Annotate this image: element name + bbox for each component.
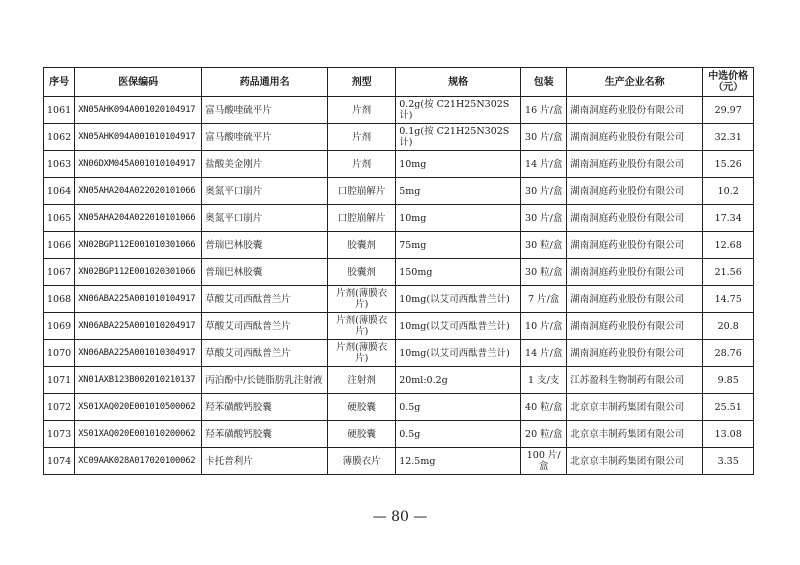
header-form: 剂型 xyxy=(328,68,396,97)
cell-seq: 1067 xyxy=(44,259,75,286)
cell-maker: 湖南洞庭药业股份有限公司 xyxy=(567,340,703,367)
cell-name: 草酸艾司西酞普兰片 xyxy=(202,286,328,313)
cell-maker: 北京京丰制药集团有限公司 xyxy=(567,448,703,475)
cell-pack: 30 片/盒 xyxy=(521,205,567,232)
cell-spec: 20ml:0.2g xyxy=(396,367,521,394)
cell-price: 29.97 xyxy=(703,97,754,124)
cell-pack: 14 片/盒 xyxy=(521,151,567,178)
cell-spec: 75mg xyxy=(396,232,521,259)
cell-spec: 10mg xyxy=(396,205,521,232)
cell-pack: 30 片/盒 xyxy=(521,178,567,205)
header-spec: 规格 xyxy=(396,68,521,97)
cell-name: 普瑞巴林胶囊 xyxy=(202,232,328,259)
cell-name: 羟苯磺酸钙胶囊 xyxy=(202,421,328,448)
header-maker: 生产企业名称 xyxy=(567,68,703,97)
cell-code: XN05AHK094A001020104917 xyxy=(75,97,202,124)
cell-pack: 1 支/支 xyxy=(521,367,567,394)
cell-pack: 16 片/盒 xyxy=(521,97,567,124)
cell-code: XS01XAQ020E001010500062 xyxy=(75,394,202,421)
header-code: 医保编码 xyxy=(75,68,202,97)
cell-spec: 10mg xyxy=(396,151,521,178)
cell-price: 25.51 xyxy=(703,394,754,421)
cell-form: 口腔崩解片 xyxy=(328,205,396,232)
cell-name: 富马酸喹硫平片 xyxy=(202,124,328,151)
cell-maker: 湖南洞庭药业股份有限公司 xyxy=(567,259,703,286)
cell-seq: 1066 xyxy=(44,232,75,259)
cell-form: 片剂(薄膜衣片) xyxy=(328,313,396,340)
cell-form: 片剂 xyxy=(328,124,396,151)
cell-maker: 北京京丰制药集团有限公司 xyxy=(567,421,703,448)
drug-price-table xyxy=(43,67,754,475)
cell-code: XC09AAK028A017020100062 xyxy=(75,448,202,475)
cell-maker: 江苏盈科生物制药有限公司 xyxy=(567,367,703,394)
cell-name: 卡托普利片 xyxy=(202,448,328,475)
cell-seq: 1068 xyxy=(44,286,75,313)
cell-code: XS01XAQ020E001010200062 xyxy=(75,421,202,448)
cell-name: 奥氮平口崩片 xyxy=(202,205,328,232)
cell-spec: 0.5g xyxy=(396,421,521,448)
cell-pack: 20 粒/盒 xyxy=(521,421,567,448)
cell-code: XN06DXM045A001010104917 xyxy=(75,151,202,178)
cell-pack: 30 片/盒 xyxy=(521,124,567,151)
cell-price: 17.34 xyxy=(703,205,754,232)
cell-code: XN06ABA225A001010204917 xyxy=(75,313,202,340)
cell-name: 奥氮平口崩片 xyxy=(202,178,328,205)
cell-maker: 湖南洞庭药业股份有限公司 xyxy=(567,178,703,205)
table-row xyxy=(44,205,754,232)
cell-form: 片剂 xyxy=(328,97,396,124)
cell-price: 14.75 xyxy=(703,286,754,313)
cell-seq: 1063 xyxy=(44,151,75,178)
cell-form: 注射剂 xyxy=(328,367,396,394)
cell-seq: 1071 xyxy=(44,367,75,394)
table-row xyxy=(44,151,754,178)
cell-seq: 1074 xyxy=(44,448,75,475)
cell-seq: 1073 xyxy=(44,421,75,448)
cell-form: 胶囊剂 xyxy=(328,259,396,286)
cell-spec: 10mg(以艾司西酞普兰计) xyxy=(396,313,521,340)
cell-name: 富马酸喹硫平片 xyxy=(202,97,328,124)
cell-maker: 湖南洞庭药业股份有限公司 xyxy=(567,124,703,151)
cell-seq: 1065 xyxy=(44,205,75,232)
cell-price: 21.56 xyxy=(703,259,754,286)
cell-name: 草酸艾司西酞普兰片 xyxy=(202,340,328,367)
table-header-row xyxy=(44,68,754,97)
cell-spec: 12.5mg xyxy=(396,448,521,475)
header-price: 中选价格（元） xyxy=(703,68,754,97)
cell-name: 普瑞巴林胶囊 xyxy=(202,259,328,286)
cell-form: 口腔崩解片 xyxy=(328,178,396,205)
cell-name: 盐酸美金刚片 xyxy=(202,151,328,178)
cell-form: 薄膜衣片 xyxy=(328,448,396,475)
cell-maker: 湖南洞庭药业股份有限公司 xyxy=(567,205,703,232)
cell-name: 丙泊酚中/长链脂肪乳注射液 xyxy=(202,367,328,394)
cell-code: XN02BGP112E001020301066 xyxy=(75,259,202,286)
header-seq: 序号 xyxy=(44,68,75,97)
table-row xyxy=(44,448,754,475)
cell-price: 12.68 xyxy=(703,232,754,259)
cell-price: 9.85 xyxy=(703,367,754,394)
cell-form: 硬胶囊 xyxy=(328,421,396,448)
cell-code: XN05AHA204A022010101066 xyxy=(75,205,202,232)
cell-form: 片剂(薄膜衣片) xyxy=(328,286,396,313)
cell-pack: 30 粒/盒 xyxy=(521,259,567,286)
table-body xyxy=(44,97,754,475)
cell-price: 20.8 xyxy=(703,313,754,340)
cell-code: XN02BGP112E001010301066 xyxy=(75,232,202,259)
cell-name: 羟苯磺酸钙胶囊 xyxy=(202,394,328,421)
page-number: — 80 — xyxy=(372,509,428,525)
cell-spec: 0.1g(按 C21H25N302S 计) xyxy=(396,124,521,151)
table-row xyxy=(44,367,754,394)
header-pack: 包装 xyxy=(521,68,567,97)
cell-code: XN06ABA225A001010104917 xyxy=(75,286,202,313)
cell-spec: 10mg(以艾司西酞普兰计) xyxy=(396,340,521,367)
cell-maker: 湖南洞庭药业股份有限公司 xyxy=(567,232,703,259)
cell-spec: 0.5g xyxy=(396,394,521,421)
cell-pack: 40 粒/盒 xyxy=(521,394,567,421)
cell-code: XN05AHK094A001010104917 xyxy=(75,124,202,151)
cell-pack: 10 片/盒 xyxy=(521,313,567,340)
table-row xyxy=(44,97,754,124)
cell-maker: 湖南洞庭药业股份有限公司 xyxy=(567,286,703,313)
cell-price: 10.2 xyxy=(703,178,754,205)
cell-form: 硬胶囊 xyxy=(328,394,396,421)
cell-code: XN01AXB123B002010210137 xyxy=(75,367,202,394)
cell-seq: 1062 xyxy=(44,124,75,151)
cell-maker: 湖南洞庭药业股份有限公司 xyxy=(567,313,703,340)
cell-spec: 10mg(以艾司西酞普兰计) xyxy=(396,286,521,313)
table-row xyxy=(44,124,754,151)
cell-spec: 150mg xyxy=(396,259,521,286)
cell-name: 草酸艾司西酞普兰片 xyxy=(202,313,328,340)
cell-pack: 14 片/盒 xyxy=(521,340,567,367)
cell-spec: 5mg xyxy=(396,178,521,205)
cell-form: 胶囊剂 xyxy=(328,232,396,259)
cell-pack: 30 粒/盒 xyxy=(521,232,567,259)
table-row xyxy=(44,178,754,205)
cell-maker: 北京京丰制药集团有限公司 xyxy=(567,394,703,421)
table-row xyxy=(44,259,754,286)
table-row xyxy=(44,394,754,421)
cell-code: XN05AHA204A022020101066 xyxy=(75,178,202,205)
cell-seq: 1064 xyxy=(44,178,75,205)
cell-seq: 1072 xyxy=(44,394,75,421)
cell-form: 片剂 xyxy=(328,151,396,178)
cell-seq: 1061 xyxy=(44,97,75,124)
cell-spec: 0.2g(按 C21H25N302S 计) xyxy=(396,97,521,124)
cell-price: 15.26 xyxy=(703,151,754,178)
table-row xyxy=(44,286,754,313)
cell-price: 32.31 xyxy=(703,124,754,151)
table-row xyxy=(44,313,754,340)
table-row xyxy=(44,340,754,367)
cell-price: 13.08 xyxy=(703,421,754,448)
cell-pack: 7 片/盒 xyxy=(521,286,567,313)
table-row xyxy=(44,232,754,259)
cell-maker: 湖南洞庭药业股份有限公司 xyxy=(567,97,703,124)
cell-form: 片剂(薄膜衣片) xyxy=(328,340,396,367)
cell-pack: 100 片/盒 xyxy=(521,448,567,475)
header-name: 药品通用名 xyxy=(202,68,328,97)
cell-seq: 1070 xyxy=(44,340,75,367)
table-row xyxy=(44,421,754,448)
cell-price: 3.35 xyxy=(703,448,754,475)
cell-seq: 1069 xyxy=(44,313,75,340)
cell-maker: 湖南洞庭药业股份有限公司 xyxy=(567,151,703,178)
cell-price: 28.76 xyxy=(703,340,754,367)
cell-code: XN06ABA225A001010304917 xyxy=(75,340,202,367)
